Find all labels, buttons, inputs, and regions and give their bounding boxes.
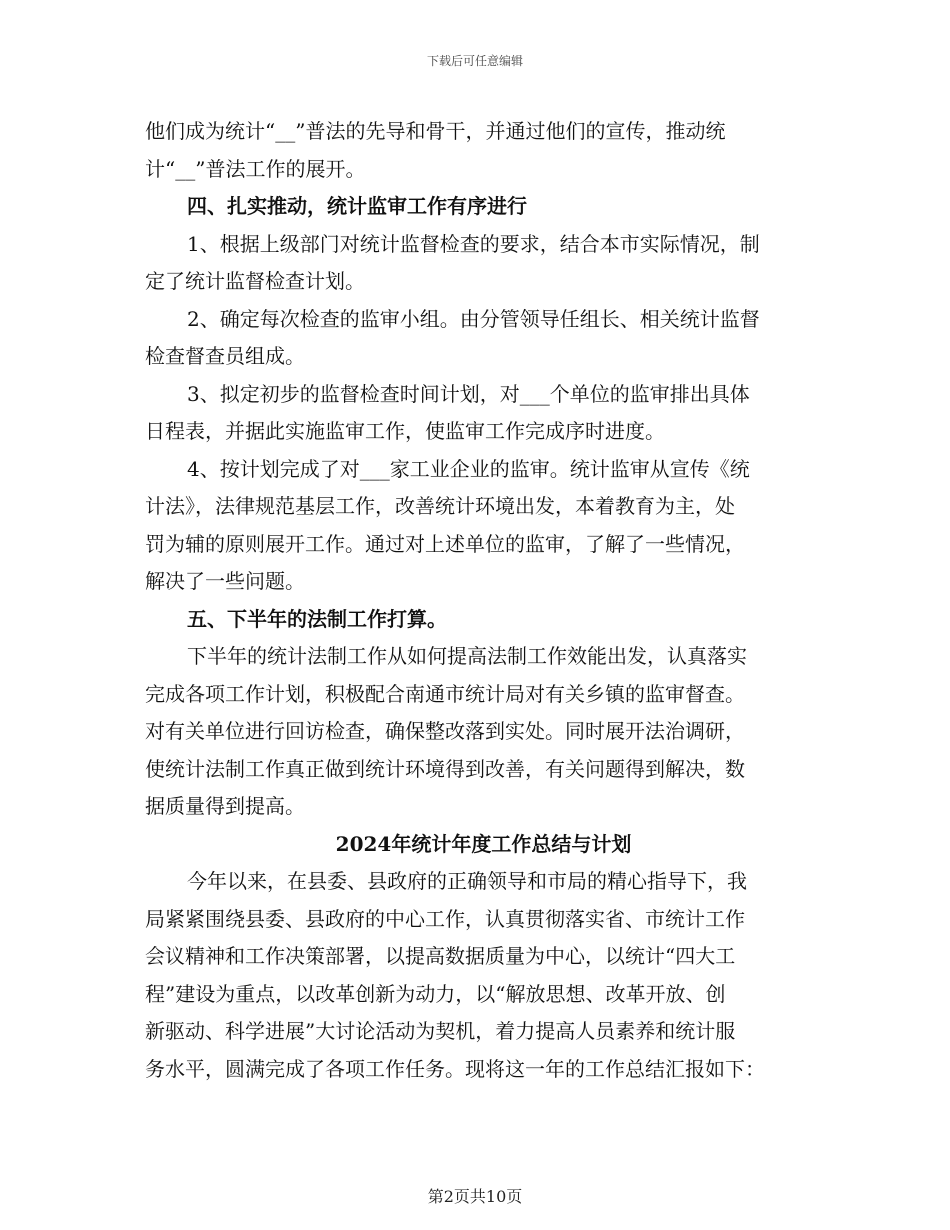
document-body <box>145 113 810 1088</box>
body-line: 3、拟定初步的监督检查时间计划，对___个单位的监审排出具体 <box>187 381 750 406</box>
body-line: 程”建设为重点，以改革创新为动力，以“解放思想、改革开放、创 <box>145 981 726 1006</box>
page-header: 下载后可任意编辑 <box>426 54 523 68</box>
body-line: 他们成为统计“__”普法的先导和骨干，并通过他们的宣传，推动统 <box>145 119 726 143</box>
body-line: 对有关单位进行回访检查，确保整改落到实处。同时展开法治调研， <box>145 719 745 743</box>
body-line: 解决了一些问题。 <box>145 569 305 593</box>
body-line: 罚为辅的原则展开工作。通过对上述单位的监审，了解了一些情况， <box>145 531 745 556</box>
section-heading: 四、扎实推动，统计监审工作有序进行 <box>187 194 527 218</box>
document-title: 2024年统计年度工作总结与计划 <box>335 831 632 856</box>
body-line: 据质量得到提高。 <box>145 794 305 818</box>
body-line: 1、根据上级部门对统计监督检查的要求，结合本市实际情况，制 <box>187 231 760 256</box>
page-footer: 第2页共10页 <box>427 1187 523 1206</box>
body-line: 4、按计划完成了对___家工业企业的监审。统计监审从宣传《统 <box>187 456 750 481</box>
body-line: 今年以来，在县委、县政府的正确领导和市局的精心指导下，我 <box>187 869 747 893</box>
body-line: 计“__”普法工作的展开。 <box>145 156 366 181</box>
body-line: 使统计法制工作真正做到统计环境得到改善，有关问题得到解决，数 <box>145 756 745 781</box>
body-line: 务水平，圆满完成了各项工作任务。现将这一年的工作总结汇报如下： <box>145 1056 765 1081</box>
body-line: 检查督查员组成。 <box>145 344 305 368</box>
body-line: 计法》，法律规范基层工作，改善统计环境出发，本着教育为主，处 <box>145 494 735 518</box>
section-heading: 五、下半年的法制工作打算。 <box>187 606 447 631</box>
body-line: 定了统计监督检查计划。 <box>145 269 365 293</box>
body-line: 完成各项工作计划，积极配合南通市统计局对有关乡镇的监审督查。 <box>145 681 745 706</box>
body-line: 局紧紧围绕县委、县政府的中心工作，认真贯彻落实省、市统计工作 <box>145 906 745 931</box>
body-line: 下半年的统计法制工作从如何提高法制工作效能出发，认真落实 <box>187 644 747 668</box>
body-line: 2、确定每次检查的监审小组。由分管领导任组长、相关统计监督 <box>187 306 760 331</box>
body-line: 会议精神和工作决策部署，以提高数据质量为中心，以统计“四大工 <box>145 944 736 968</box>
body-line: 新驱动、科学进展”大讨论活动为契机，着力提高人员素养和统计服 <box>145 1019 736 1043</box>
body-line: 日程表，并据此实施监审工作，使监审工作完成序时进度。 <box>145 419 665 443</box>
